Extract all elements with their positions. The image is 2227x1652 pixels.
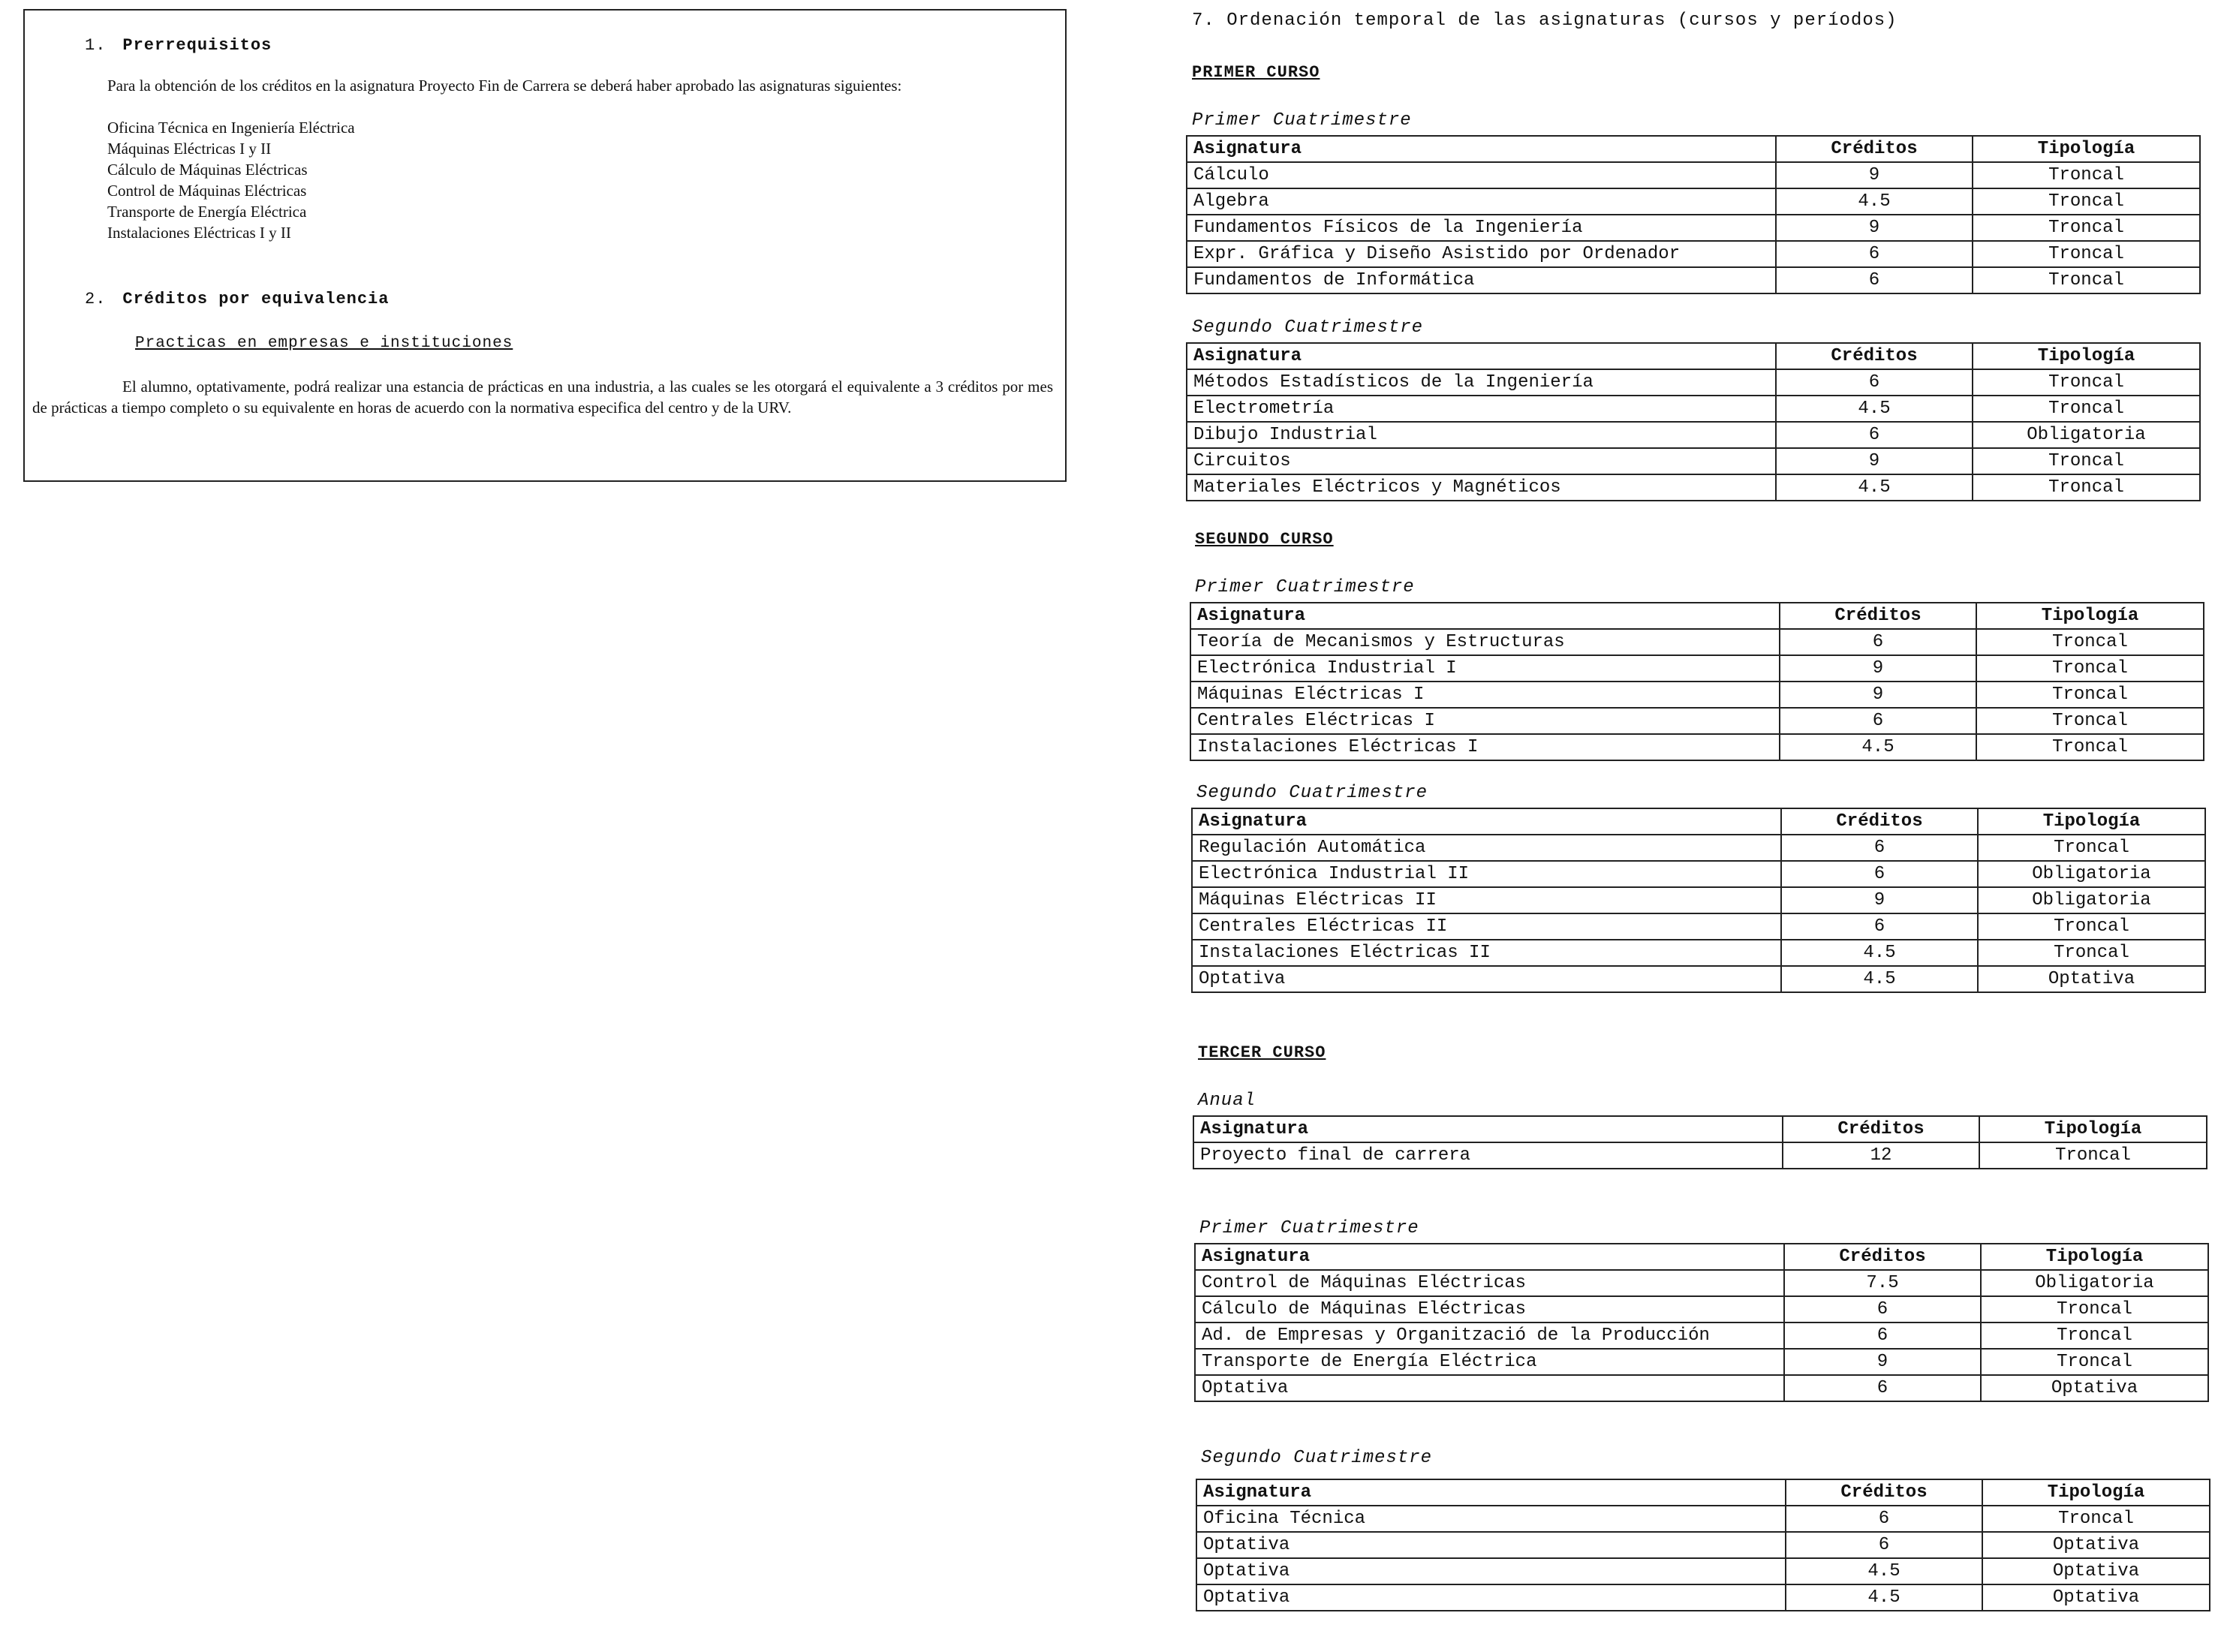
section-1-title: Prerrequisitos bbox=[122, 36, 272, 55]
credits-cell: 6 bbox=[1784, 1375, 1981, 1401]
subjects-table bbox=[1186, 135, 2201, 294]
type-cell: Troncal bbox=[1978, 835, 2205, 861]
period-label: Primer Cuatrimestre bbox=[1199, 1218, 1419, 1238]
header-subject: Asignatura bbox=[1195, 1244, 1784, 1270]
course-heading-3: TERCER CURSO bbox=[1198, 1043, 1326, 1062]
type-cell: Troncal bbox=[1973, 188, 2200, 215]
subject-cell: Cálculo de Máquinas Eléctricas bbox=[1195, 1296, 1784, 1323]
header-type: Tipología bbox=[1981, 1244, 2208, 1270]
credits-cell: 9 bbox=[1776, 162, 1973, 188]
table-row bbox=[1192, 940, 2205, 966]
subjects-table bbox=[1191, 808, 2206, 993]
subject-cell: Optativa bbox=[1192, 966, 1781, 992]
credits-cell: 4.5 bbox=[1786, 1558, 1982, 1584]
table-header-row bbox=[1196, 1479, 2210, 1506]
subject-cell: Fundamentos de Informática bbox=[1187, 267, 1776, 293]
credits-cell: 6 bbox=[1781, 861, 1978, 887]
table-row bbox=[1190, 655, 2204, 682]
table-row bbox=[1195, 1323, 2208, 1349]
table-row bbox=[1187, 422, 2200, 448]
type-cell: Optativa bbox=[1982, 1532, 2210, 1558]
prerequisite-item: Cálculo de Máquinas Eléctricas bbox=[107, 161, 308, 179]
type-cell: Troncal bbox=[1976, 708, 2204, 734]
header-credits: Créditos bbox=[1783, 1116, 1979, 1142]
credits-cell: 9 bbox=[1784, 1349, 1981, 1375]
table-row bbox=[1187, 188, 2200, 215]
period-label: Primer Cuatrimestre bbox=[1195, 577, 1415, 597]
type-cell: Optativa bbox=[1978, 966, 2205, 992]
credits-cell: 4.5 bbox=[1776, 188, 1973, 215]
header-credits: Créditos bbox=[1784, 1244, 1981, 1270]
subject-cell: Materiales Eléctricos y Magnéticos bbox=[1187, 474, 1776, 501]
type-cell: Troncal bbox=[1973, 215, 2200, 241]
table-header-row bbox=[1192, 808, 2205, 835]
header-credits: Créditos bbox=[1776, 136, 1973, 162]
subjects-table bbox=[1194, 1243, 2209, 1402]
type-cell: Optativa bbox=[1982, 1584, 2210, 1611]
credits-cell: 6 bbox=[1786, 1532, 1982, 1558]
subject-cell: Proyecto final de carrera bbox=[1193, 1142, 1783, 1169]
header-subject: Asignatura bbox=[1196, 1479, 1786, 1506]
subject-cell: Expr. Gráfica y Diseño Asistido por Ordenador bbox=[1187, 241, 1776, 267]
type-cell: Obligatoria bbox=[1978, 887, 2205, 913]
subjects-table bbox=[1186, 342, 2201, 501]
type-cell: Troncal bbox=[1973, 162, 2200, 188]
subject-cell: Teoría de Mecanismos y Estructuras bbox=[1190, 629, 1780, 655]
section-2-subheading: Practicas en empresas e instituciones bbox=[135, 335, 513, 352]
table-header-row bbox=[1195, 1244, 2208, 1270]
header-subject: Asignatura bbox=[1190, 603, 1780, 629]
header-subject: Asignatura bbox=[1187, 343, 1776, 369]
type-cell: Troncal bbox=[1976, 682, 2204, 708]
credits-cell: 6 bbox=[1780, 629, 1976, 655]
credits-cell: 6 bbox=[1784, 1323, 1981, 1349]
credits-cell: 6 bbox=[1784, 1296, 1981, 1323]
period-label: Primer Cuatrimestre bbox=[1192, 110, 1412, 131]
subject-cell: Algebra bbox=[1187, 188, 1776, 215]
credits-cell: 9 bbox=[1776, 448, 1973, 474]
subject-cell: Instalaciones Eléctricas I bbox=[1190, 734, 1780, 760]
credits-cell: 9 bbox=[1776, 215, 1973, 241]
table-row bbox=[1192, 887, 2205, 913]
page-title: 7. Ordenación temporal de las asignaturas (cursos y períodos) bbox=[1192, 11, 1897, 31]
subject-cell: Control de Máquinas Eléctricas bbox=[1195, 1270, 1784, 1296]
subject-cell: Electrometría bbox=[1187, 396, 1776, 422]
subject-cell: Máquinas Eléctricas I bbox=[1190, 682, 1780, 708]
type-cell: Troncal bbox=[1973, 448, 2200, 474]
table-row bbox=[1190, 708, 2204, 734]
credits-cell: 6 bbox=[1776, 241, 1973, 267]
section-1-number: 1. bbox=[85, 36, 107, 55]
credits-cell: 6 bbox=[1776, 422, 1973, 448]
credits-cell: 12 bbox=[1783, 1142, 1979, 1169]
table-row bbox=[1195, 1296, 2208, 1323]
subject-cell: Optativa bbox=[1196, 1584, 1786, 1611]
table-row bbox=[1196, 1532, 2210, 1558]
prerequisites-panel bbox=[23, 9, 1067, 482]
type-cell: Optativa bbox=[1982, 1558, 2210, 1584]
header-type: Tipología bbox=[1976, 603, 2204, 629]
period-label: Anual bbox=[1198, 1091, 1256, 1111]
subject-cell: Transporte de Energía Eléctrica bbox=[1195, 1349, 1784, 1375]
section-1-heading bbox=[85, 36, 272, 55]
prerequisite-list bbox=[107, 117, 355, 243]
credits-cell: 9 bbox=[1780, 655, 1976, 682]
subject-cell: Oficina Técnica bbox=[1196, 1506, 1786, 1532]
type-cell: Troncal bbox=[1978, 913, 2205, 940]
type-cell: Troncal bbox=[1973, 369, 2200, 396]
table-row bbox=[1195, 1375, 2208, 1401]
credits-cell: 6 bbox=[1776, 369, 1973, 396]
table-row bbox=[1192, 861, 2205, 887]
subject-cell: Instalaciones Eléctricas II bbox=[1192, 940, 1781, 966]
subject-cell: Optativa bbox=[1195, 1375, 1784, 1401]
credits-cell: 6 bbox=[1776, 267, 1973, 293]
table-row bbox=[1187, 215, 2200, 241]
type-cell: Obligatoria bbox=[1978, 861, 2205, 887]
credits-cell: 6 bbox=[1781, 835, 1978, 861]
section-1-intro: Para la obtención de los créditos en la asignatura Proyecto Fin de Carrera se deberá haber aprobado las asignaturas siguientes: bbox=[107, 77, 902, 95]
header-credits: Créditos bbox=[1780, 603, 1976, 629]
header-type: Tipología bbox=[1973, 136, 2200, 162]
table-row bbox=[1190, 629, 2204, 655]
credits-cell: 7.5 bbox=[1784, 1270, 1981, 1296]
type-cell: Troncal bbox=[1976, 734, 2204, 760]
subject-cell: Electrónica Industrial II bbox=[1192, 861, 1781, 887]
header-type: Tipología bbox=[1979, 1116, 2207, 1142]
section-2-paragraph: El alumno, optativamente, podrá realizar una estancia de prácticas en una industria, a las cuales se les otorgará el equivalente a 3 créditos por mes de prácticas a tiempo completo o su equivalente en horas de acuerdo con la normativa especifica del centro y de la URV. bbox=[32, 378, 1053, 417]
table-header-row bbox=[1190, 603, 2204, 629]
credits-cell: 4.5 bbox=[1781, 966, 1978, 992]
type-cell: Troncal bbox=[1978, 940, 2205, 966]
table-row bbox=[1196, 1506, 2210, 1532]
subject-cell: Optativa bbox=[1196, 1558, 1786, 1584]
header-subject: Asignatura bbox=[1193, 1116, 1783, 1142]
type-cell: Troncal bbox=[1973, 396, 2200, 422]
subject-cell: Regulación Automática bbox=[1192, 835, 1781, 861]
period-label: Segundo Cuatrimestre bbox=[1196, 783, 1428, 803]
table-row bbox=[1187, 162, 2200, 188]
credits-cell: 6 bbox=[1786, 1506, 1982, 1532]
table-header-row bbox=[1193, 1116, 2207, 1142]
table-row bbox=[1190, 682, 2204, 708]
subject-cell: Métodos Estadísticos de la Ingeniería bbox=[1187, 369, 1776, 396]
header-credits: Créditos bbox=[1781, 808, 1978, 835]
period-label: Segundo Cuatrimestre bbox=[1192, 317, 1424, 338]
prerequisite-item: Máquinas Eléctricas I y II bbox=[107, 140, 272, 158]
credits-cell: 6 bbox=[1780, 708, 1976, 734]
table-row bbox=[1196, 1584, 2210, 1611]
subject-cell: Circuitos bbox=[1187, 448, 1776, 474]
credits-cell: 6 bbox=[1781, 913, 1978, 940]
table-row bbox=[1187, 369, 2200, 396]
table-row bbox=[1187, 396, 2200, 422]
table-row bbox=[1195, 1270, 2208, 1296]
type-cell: Troncal bbox=[1976, 655, 2204, 682]
prerequisite-item: Oficina Técnica en Ingeniería Eléctrica bbox=[107, 119, 355, 137]
course-heading-1: PRIMER CURSO bbox=[1192, 63, 1320, 82]
subject-cell: Ad. de Empresas y Organització de la Producción bbox=[1195, 1323, 1784, 1349]
subject-cell: Centrales Eléctricas I bbox=[1190, 708, 1780, 734]
table-row bbox=[1192, 835, 2205, 861]
header-subject: Asignatura bbox=[1192, 808, 1781, 835]
section-2-number: 2. bbox=[85, 290, 107, 308]
credits-cell: 4.5 bbox=[1781, 940, 1978, 966]
type-cell: Troncal bbox=[1973, 241, 2200, 267]
subject-cell: Electrónica Industrial I bbox=[1190, 655, 1780, 682]
credits-cell: 4.5 bbox=[1780, 734, 1976, 760]
table-header-row bbox=[1187, 136, 2200, 162]
subject-cell: Dibujo Industrial bbox=[1187, 422, 1776, 448]
type-cell: Optativa bbox=[1981, 1375, 2208, 1401]
table-row bbox=[1192, 913, 2205, 940]
header-credits: Créditos bbox=[1776, 343, 1973, 369]
type-cell: Troncal bbox=[1981, 1296, 2208, 1323]
header-credits: Créditos bbox=[1786, 1479, 1982, 1506]
header-type: Tipología bbox=[1982, 1479, 2210, 1506]
credits-cell: 9 bbox=[1780, 682, 1976, 708]
table-row bbox=[1193, 1142, 2207, 1169]
table-row bbox=[1195, 1349, 2208, 1375]
subjects-table bbox=[1193, 1115, 2207, 1169]
type-cell: Troncal bbox=[1979, 1142, 2207, 1169]
table-header-row bbox=[1187, 343, 2200, 369]
section-2-title: Créditos por equivalencia bbox=[122, 290, 390, 308]
section-2-heading bbox=[85, 290, 389, 308]
type-cell: Troncal bbox=[1973, 267, 2200, 293]
course-heading-2: SEGUNDO CURSO bbox=[1195, 530, 1334, 549]
type-cell: Troncal bbox=[1973, 474, 2200, 501]
credits-cell: 4.5 bbox=[1786, 1584, 1982, 1611]
credits-cell: 9 bbox=[1781, 887, 1978, 913]
period-label: Segundo Cuatrimestre bbox=[1201, 1448, 1433, 1468]
type-cell: Troncal bbox=[1981, 1323, 2208, 1349]
header-type: Tipología bbox=[1973, 343, 2200, 369]
type-cell: Obligatoria bbox=[1973, 422, 2200, 448]
subject-cell: Optativa bbox=[1196, 1532, 1786, 1558]
type-cell: Obligatoria bbox=[1981, 1270, 2208, 1296]
prerequisite-item: Control de Máquinas Eléctricas bbox=[107, 182, 307, 200]
type-cell: Troncal bbox=[1982, 1506, 2210, 1532]
credits-cell: 4.5 bbox=[1776, 396, 1973, 422]
table-row bbox=[1187, 267, 2200, 293]
header-type: Tipología bbox=[1978, 808, 2205, 835]
prerequisite-item: Instalaciones Eléctricas I y II bbox=[107, 224, 291, 242]
subject-cell: Fundamentos Físicos de la Ingeniería bbox=[1187, 215, 1776, 241]
table-row bbox=[1187, 474, 2200, 501]
subject-cell: Centrales Eléctricas II bbox=[1192, 913, 1781, 940]
table-row bbox=[1187, 448, 2200, 474]
table-row bbox=[1196, 1558, 2210, 1584]
type-cell: Troncal bbox=[1976, 629, 2204, 655]
prerequisite-item: Transporte de Energía Eléctrica bbox=[107, 203, 307, 221]
subjects-table bbox=[1190, 602, 2204, 761]
table-row bbox=[1190, 734, 2204, 760]
subjects-table bbox=[1196, 1479, 2210, 1611]
table-row bbox=[1192, 966, 2205, 992]
header-subject: Asignatura bbox=[1187, 136, 1776, 162]
table-row bbox=[1187, 241, 2200, 267]
credits-cell: 4.5 bbox=[1776, 474, 1973, 501]
type-cell: Troncal bbox=[1981, 1349, 2208, 1375]
subject-cell: Cálculo bbox=[1187, 162, 1776, 188]
subject-cell: Máquinas Eléctricas II bbox=[1192, 887, 1781, 913]
